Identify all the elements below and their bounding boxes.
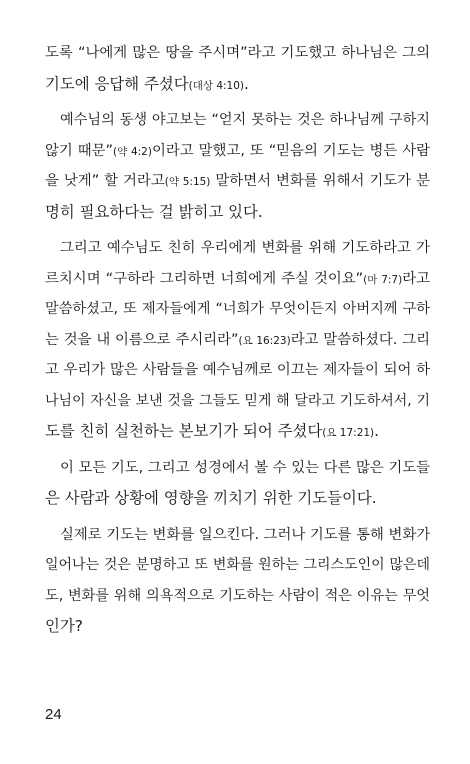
scripture-reference: (약 5:15) [164, 176, 211, 188]
text-line [45, 264, 430, 295]
scripture-reference: (요 16:23) [238, 334, 291, 347]
scripture-reference: (마 7:7) [363, 273, 403, 286]
text-segment: 는 것을 내 이름으로 주시리라” [45, 331, 239, 348]
text-segment: 도를 친히 실천하는 본보기가 되어 주셨다 [45, 422, 323, 440]
paragraph [45, 105, 430, 227]
text-segment: 나님이 자신을 보낸 것을 그들도 믿게 해 달라고 기도하셔서, 기 [45, 392, 430, 409]
scripture-reference: (대상 4:10) [188, 79, 244, 92]
text-segment: 명히 필요하다는 걸 밝히고 있다. [45, 202, 263, 221]
text-line [45, 197, 430, 228]
text-segment: 르치시며 “구하라 그리하면 너희에게 주실 것이요” [45, 270, 364, 287]
text-segment: 고 우리가 많은 사람들을 예수님께로 이끄는 제자들이 되어 하 [45, 362, 430, 378]
scripture-reference: (약 4:2) [113, 145, 152, 158]
text-segment: . [244, 74, 249, 93]
text-line [45, 611, 430, 642]
text-segment: 을 낫게” 할 거라고 [45, 173, 165, 189]
text-segment: 도, 변화를 위해 의욕적으로 기도하는 사람이 적은 이유는 무엇 [45, 587, 430, 604]
text-line [45, 105, 430, 136]
text-line [45, 386, 430, 417]
text-segment: 라고 말씀하셨다. 그리 [290, 331, 430, 348]
text-line [45, 233, 430, 264]
text-segment: 인가? [45, 617, 83, 635]
text-segment: 이라고 말했고, 또 “믿음의 기도는 병든 사람 [151, 142, 430, 159]
text-segment: 예수님의 동생 야고보는 “얻지 못하는 것은 하나님께 구하지 [60, 112, 430, 128]
text-line [45, 294, 430, 325]
paragraph [45, 38, 430, 99]
text-line [45, 453, 430, 484]
text-line [45, 416, 430, 447]
text-segment: 도록 “나에게 많은 땅을 주시며”라고 기도했고 하나님은 그의 [45, 45, 430, 61]
text-segment: 말하면서 변화를 위해서 기도가 분 [210, 173, 430, 189]
text-segment: 그리고 예수님도 친히 우리에게 변화를 위해 기도하라고 가 [60, 240, 430, 256]
text-line [45, 581, 430, 612]
page-number: 24 [45, 706, 62, 723]
paragraph [45, 520, 430, 642]
text-line [45, 520, 430, 551]
text-line [45, 38, 430, 69]
text-segment: 실제로 기도는 변화를 일으킨다. 그러나 기도를 통해 변화가 [60, 526, 431, 543]
text-line [45, 136, 430, 167]
text-segment: 기도에 응답해 주셨다 [45, 74, 189, 93]
paragraph [45, 233, 430, 447]
body-text [45, 38, 430, 642]
paragraph [45, 453, 430, 514]
text-line [45, 166, 430, 197]
text-segment: 라고 [402, 270, 431, 287]
text-line [45, 550, 430, 581]
text-line [45, 483, 430, 514]
text-segment: 이 모든 기도, 그리고 성경에서 볼 수 있는 다른 많은 기도들 [60, 459, 431, 476]
text-segment: 않기 때문” [45, 142, 114, 159]
text-segment: . [374, 422, 380, 440]
scripture-reference: (요 17:21) [322, 427, 375, 439]
text-segment: 일어나는 것은 분명하고 또 변화를 원하는 그리스도인이 많은데 [45, 557, 430, 573]
text-line [45, 69, 430, 100]
text-segment: 은 사람과 상황에 영향을 끼치기 위한 기도들이다. [45, 489, 377, 507]
text-line [45, 355, 430, 386]
text-segment: 말씀하셨고, 또 제자들에게 “너희가 무엇이든지 아버지께 구하 [45, 301, 430, 317]
text-line [45, 325, 430, 356]
